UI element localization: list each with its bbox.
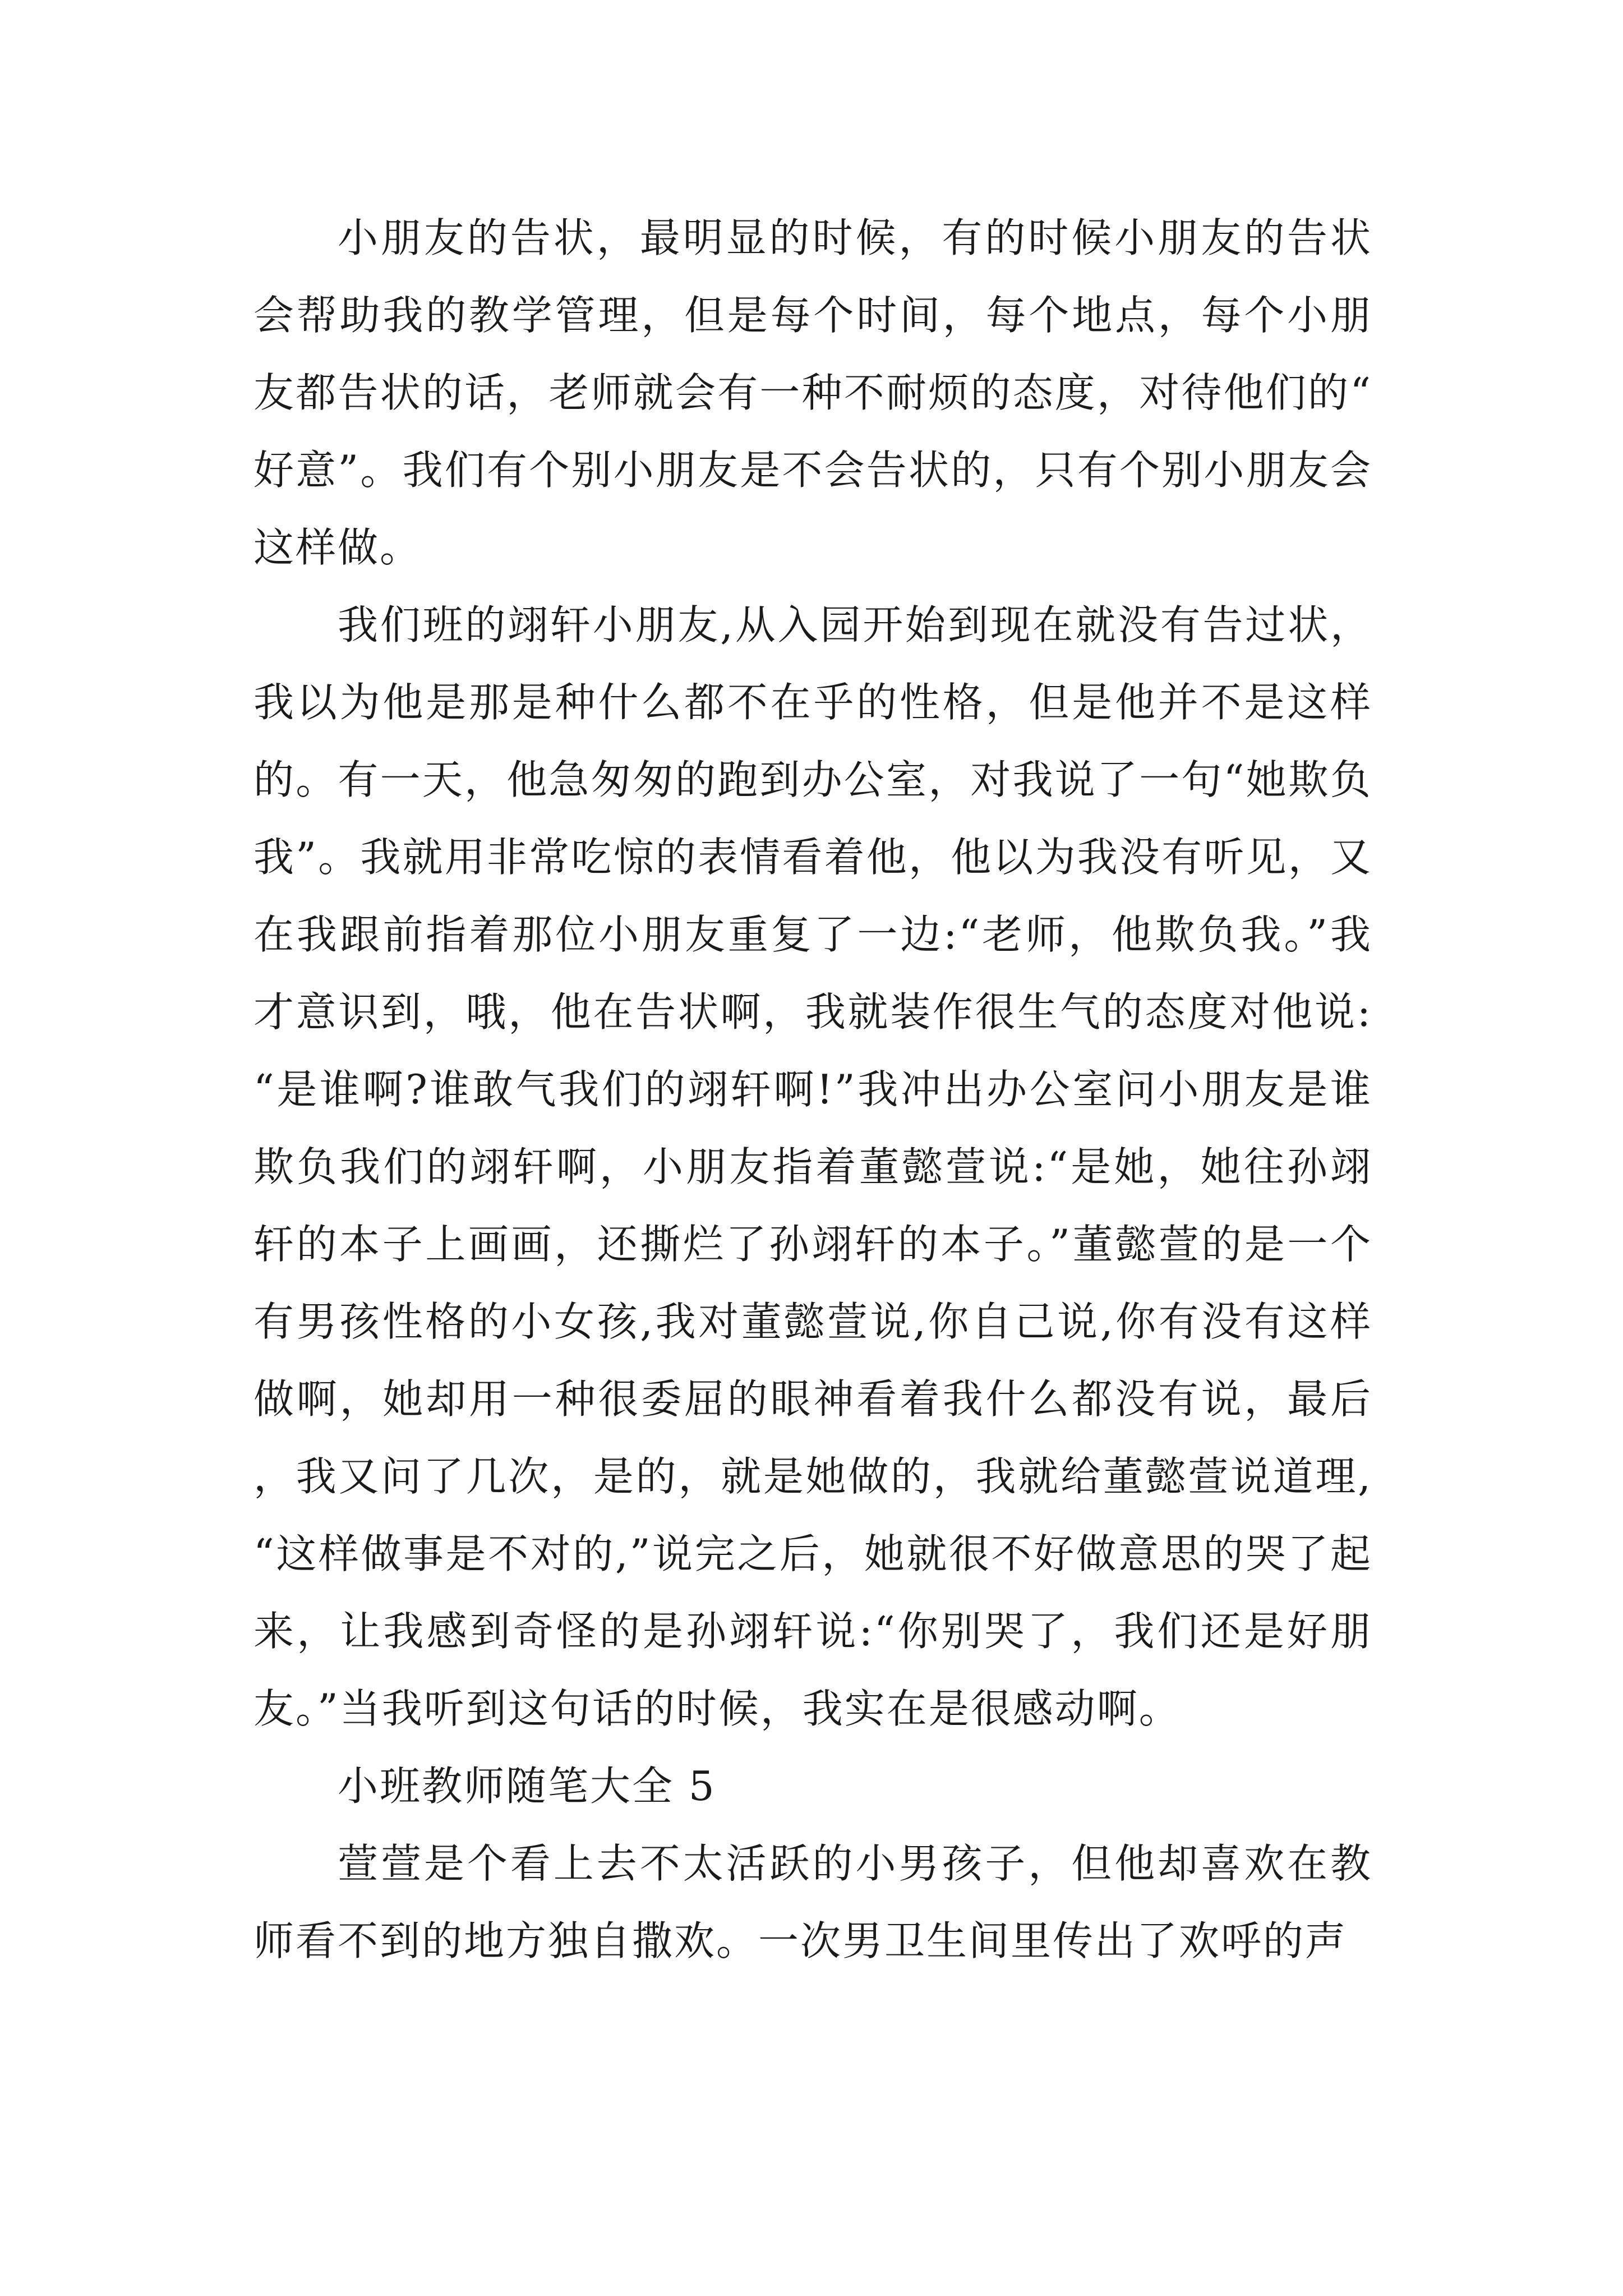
paragraph-xuanxuan-story: 萱萱是个看上去不太活跃的小男孩子，但他却喜欢在教师看不到的地方独自撒欢。一次男卫生间里传出了欢呼的声 (253, 1840, 1372, 1964)
paragraph-yixuan-story: 我们班的翊轩小朋友,从入园开始到现在就没有告过状，我以为他是那是种什么都不在乎的性格，但是他并不是这样的。有一天，他急匆匆的跑到办公室，对我说了一句“她欺负我”。我就用非常吃惊的表情看着他，他以为我没有听见，又在我跟前指着那位小朋友重复了一边:“老师，他欺负我。”我才意识到，哦，他在告状啊，我就装作很生气的态度对他说:“是谁啊?谁敢气我们的翊轩啊!”我冲出办公室问小朋友是谁欺负我们的翊轩啊，小朋友指着董懿萱说:“是她，她往孙翊轩的本子上画画，还撕烂了孙翊轩的本子。”董懿萱的是一个有男孩性格的小女孩,我对董懿萱说,你自己说,你有没有这样做啊，她却用一种很委屈的眼神看着我什么都没有说，最后，我又问了几次，是的，就是她做的，我就给董懿萱说道理,“这样做事是不对的,”说完之后，她就很不好做意思的哭了起来，让我感到奇怪的是孙翊轩说:“你别哭了，我们还是好朋友。”当我听到这句话的时候，我实在是很感动啊。 (253, 601, 1372, 1732)
section-heading: 小班教师随笔大全 5 (338, 1763, 716, 1810)
paragraph-complaints-intro: 小朋友的告状，最明显的时候，有的时候小朋友的告状会帮助我的教学管理，但是每个时间，每个地点，每个小朋友都告状的话，老师就会有一种不耐烦的态度，对待他们的“好意”。我们有个别小朋友是不会告状的，只有个别小朋友会这样做。 (253, 214, 1372, 571)
document-body (253, 199, 1372, 1980)
